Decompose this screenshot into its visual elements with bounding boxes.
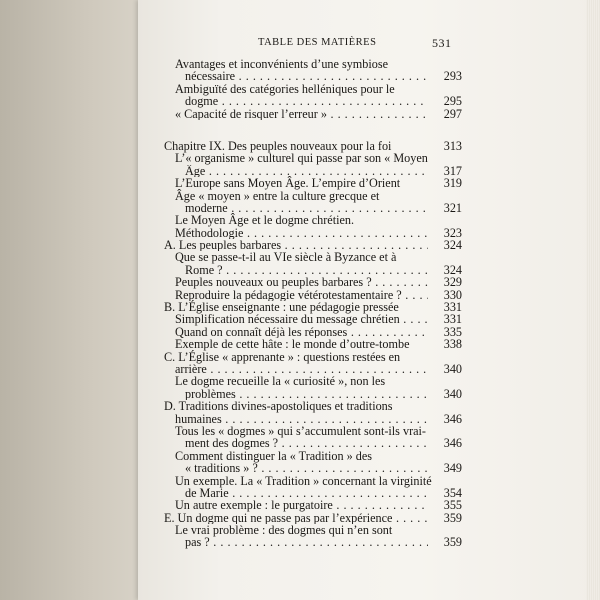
- toc-entry: de Marie . . . 354: [164, 487, 462, 499]
- toc-entry: Que se passe-t-il au VIe siècle à Byzance et à: [175, 250, 397, 265]
- toc-entry: L’« organisme » culturel qui passe par son « Moyen: [175, 151, 428, 166]
- toc-entry: Comment distinguer la « Tradition » des: [175, 448, 373, 463]
- toc-entry: Avantages et inconvénients d’une symbiose: [175, 57, 389, 71]
- toc-section-heading: C. L’Église « apprenante » : questions restées en: [164, 349, 401, 364]
- toc-entry: « traditions » ? . . . 349: [164, 462, 462, 474]
- toc-entry: Méthodologie . . . 323: [164, 227, 462, 239]
- toc-entry: Âge . . . 317: [164, 165, 462, 177]
- toc-entry: Reproduire la pédagogie vétérotestamentaire ? . . . 330: [164, 289, 462, 301]
- toc-section-heading: B. L’Église enseignante : une pédagogie pressée 331: [164, 300, 462, 315]
- toc-entry: moderne . . . 321: [164, 202, 462, 214]
- toc-entry: Le vrai problème : des dogmes qui n’en sont: [175, 523, 393, 538]
- toc-section-heading: A. Les peuples barbares . . . 324: [164, 239, 462, 251]
- toc-entry: pas ? . . . 359: [164, 536, 462, 548]
- page-edge: [586, 0, 600, 600]
- toc-entry: arrière . . . 340: [164, 363, 462, 375]
- book-shadow: [0, 0, 150, 600]
- toc-entry: Rome ? . . . 324: [164, 264, 462, 276]
- toc-entry: Le Moyen Âge et le dogme chrétien.: [175, 213, 355, 228]
- header-title: TABLE DES MATIÈRES: [258, 37, 377, 48]
- section-gap: [164, 120, 462, 140]
- toc-entry: ment des dogmes ? . . . 346: [164, 437, 462, 449]
- toc-entry: Peuples nouveaux ou peuples barbares ? . . . 329: [164, 276, 462, 288]
- toc-entry: dogme . . . 295: [164, 95, 462, 107]
- toc-entry: Simplification nécessaire du message chrétien . . . 331: [164, 313, 462, 325]
- toc-section-heading: E. Un dogme qui ne passe pas par l’expérience . . . 359: [164, 512, 462, 524]
- toc-chapter-heading: Chapitre IX. Des peuples nouveaux pour la foi 313: [164, 138, 462, 153]
- toc-entry: Un exemple. La « Tradition » concernant la virginité: [175, 473, 432, 488]
- toc-entry: Quand on connaît déjà les réponses . . . 335: [164, 326, 462, 338]
- toc-entry: Âge « moyen » entre la culture grecque et: [175, 188, 380, 203]
- toc-entry: Ambiguïté des catégories helléniques pour le: [175, 81, 395, 96]
- toc-entry: Le dogme recueille la « curiosité », non les: [175, 374, 386, 389]
- toc-section-heading: D. Traditions divines-apostoliques et traditions: [164, 399, 393, 414]
- toc-entry: L’Europe sans Moyen Âge. L’empire d’Orient 319: [175, 176, 462, 191]
- toc-entry: humaines . . . 346: [164, 413, 462, 425]
- toc-entry: « Capacité de risquer l’erreur » . . . 297: [164, 108, 462, 120]
- header-page-number: 531: [432, 36, 452, 50]
- toc-entry: Exemple de cette hâte : le monde d’outre-tombe 338: [175, 337, 462, 352]
- toc-entry: Un autre exemple : le purgatoire . . . 355: [164, 499, 462, 511]
- toc-entry: Tous les « dogmes » qui s’accumulent sont-ils vrai-: [175, 423, 426, 438]
- toc-entry: nécessaire . . . 293: [164, 70, 462, 82]
- table-of-contents: [164, 58, 462, 549]
- toc-entry: problèmes . . . 340: [164, 388, 462, 400]
